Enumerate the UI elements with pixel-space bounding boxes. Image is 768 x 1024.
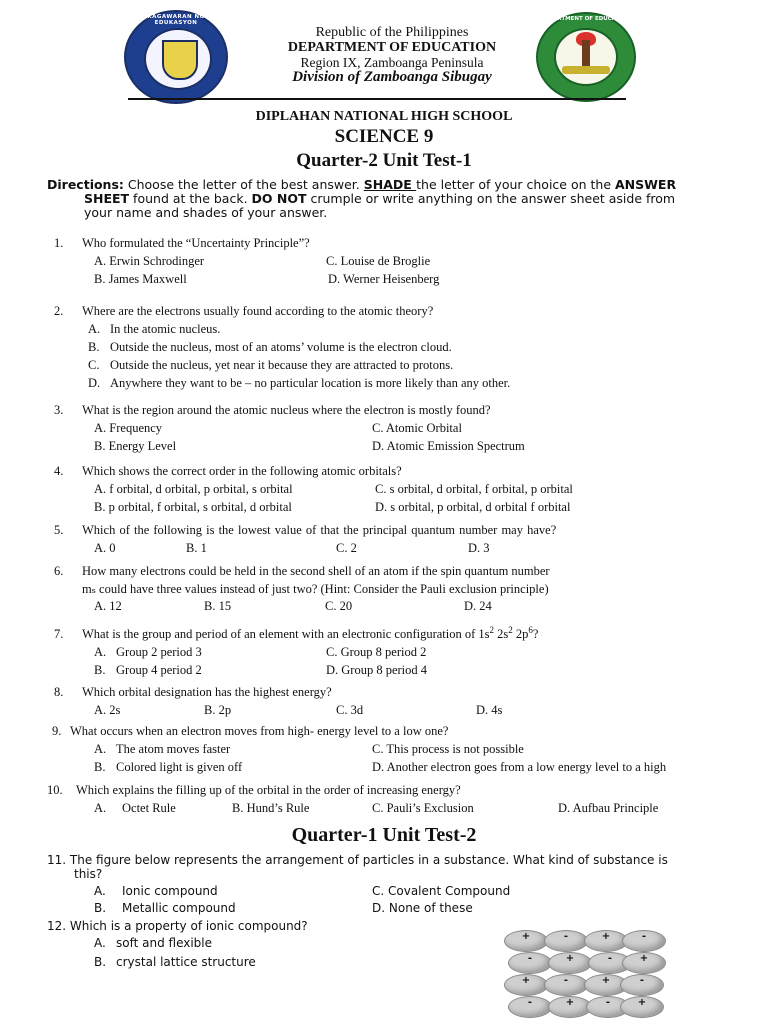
q3-text: What is the region around the atomic nucleus where the electron is mostly found? [82,403,491,417]
q8-text: Which orbital designation has the highest energy? [82,685,332,699]
q7-mid2: 2p [512,627,529,642]
q2-option-b: Outside the nucleus, most of an atoms’ volume is the electron cloud. [110,340,452,354]
directions-shade: SHADE [363,177,417,192]
header-divider [128,98,626,100]
q5-option-d: D. 3 [468,541,490,555]
q4-option-d: D. s orbital, p orbital, d orbital f orbital [375,500,571,514]
q12-option-a: soft and flexible [116,936,213,950]
q7-end: ? [532,627,539,642]
directions-line2 [84,191,675,206]
q4-option-c: C. s orbital, d orbital, f orbital, p orbital [375,482,573,496]
ion-particle: - [508,996,552,1018]
q9-text: What occurs when an electron moves from high- energy level to a low one? [70,724,449,738]
q2-option-c: Outside the nucleus, yet near it because they are attracted to protons. [110,358,454,372]
q10-number: 10. [47,783,63,797]
q2-option-c-letter: C. [88,358,100,372]
q12-option-b-letter: B. [94,955,107,969]
directions-text4: crumple or write anything on the answer sheet aside from [306,191,676,206]
q12-option-a-letter: A. [94,936,106,950]
q8-option-b: B. 2p [204,703,232,717]
q7-option-d: D. Group 8 period 4 [326,663,428,677]
q5-text: Which of the following is the lowest value of that the principal quantum number may have? [82,523,557,537]
q1-number: 1. [54,236,64,250]
q7-text-main: What is the group and period of an element with an electronic configuration of 1s [82,627,490,642]
q11-text-line1: 11. The figure below represents the arrangement of particles in a substance. What kind of substance is [47,853,668,867]
q2-option-a: In the atomic nucleus. [110,322,221,336]
q10-option-c: C. Pauli’s Exclusion [372,801,474,815]
test2-title: Quarter-1 Unit Test-2 [291,824,477,846]
q10-option-a-letter: A. [94,801,107,815]
q3-option-a: A. Frequency [94,421,163,435]
q11-option-a: Ionic compound [122,884,218,898]
q11-option-b-letter: B. [94,901,107,915]
q8-option-c: C. 3d [336,703,364,717]
q4-option-a: A. f orbital, d orbital, p orbital, s orbital [94,482,293,496]
q10-option-d: D. Aufbau Principle [558,801,659,815]
q7-option-c: C. Group 8 period 2 [326,645,427,659]
q6-option-d: D. 24 [464,599,492,613]
test1-title: Quarter-2 Unit Test-1 [296,150,472,171]
q7-option-a: Group 2 period 3 [116,645,202,659]
q3-number: 3. [54,403,64,417]
subject-title: SCIENCE 9 [334,126,434,147]
directions-sheet: SHEET [84,191,130,206]
ion-particle: - [588,952,632,974]
ion-particle: - [586,996,630,1018]
q11-option-a-letter: A. [94,884,106,898]
ion-particle: - [544,974,588,996]
q3-option-d: D. Atomic Emission Spectrum [372,439,525,453]
ion-particle: + [504,930,548,952]
q9-number: 9. [52,724,62,738]
q11-option-b: Metallic compound [122,901,236,915]
school-name: DIPLAHAN NATIONAL HIGH SCHOOL [255,109,513,124]
ion-particle: + [584,930,628,952]
q9-option-a: The atom moves faster [116,742,231,756]
q12-text: 12. Which is a property of ionic compound? [47,919,308,933]
q6-option-c: C. 20 [325,599,353,613]
q7-option-b: Group 4 period 2 [116,663,202,677]
q9-option-c: C. This process is not possible [372,742,524,756]
directions-answer: ANSWER [614,177,677,192]
q3-option-c: C. Atomic Orbital [372,421,462,435]
ion-particle: - [622,930,666,952]
q1-option-d: D. Werner Heisenberg [328,272,440,286]
q7-text [82,625,538,642]
q6-option-b: B. 15 [204,599,232,613]
q11-option-c: C. Covalent Compound [372,884,511,898]
seal-left-text: KAGAWARAN NG EDUKASYON [147,14,205,26]
directions-line3: your name and shades of your answer. [84,205,328,220]
ion-particle: + [622,952,666,974]
q2-number: 2. [54,304,64,318]
directions-label: Directions: [47,177,124,192]
directions-donot: DO NOT [251,191,307,206]
directions-line1 [47,177,676,192]
header-department: DEPARTMENT OF EDUCATION [287,40,497,55]
q4-option-b: B. p orbital, f orbital, s orbital, d orbital [94,500,292,514]
q6-option-a: A. 12 [94,599,122,613]
q2-option-d: Anywhere they want to be – no particular location is more likely than any other. [110,376,511,390]
q1-option-c: C. Louise de Broglie [326,254,431,268]
directions-text2: the letter of your choice on the [416,177,615,192]
q1-text: Who formulated the “Uncertainty Principle”? [82,236,310,250]
q7-sup3: 6 [528,625,533,635]
q7-option-a-letter: A. [94,645,107,659]
q11-text-line2: this? [74,867,103,881]
ion-particle: + [620,996,664,1018]
q6-text-line2: mₛ could have three values instead of just two? (Hint: Consider the Pauli exclusion principle) [82,582,549,596]
q1-option-b: B. James Maxwell [94,272,187,286]
q9-option-b: Colored light is given off [116,760,243,774]
q7-sup2: 2 [508,625,513,635]
q2-option-a-letter: A. [88,322,101,336]
q10-text: Which explains the filling up of the orbital in the order of increasing energy? [76,783,461,797]
seal-right-text: DEPARTMENT OF EDUCATION [541,16,631,22]
q7-mid1: 2s [494,627,509,642]
q8-option-a: A. 2s [94,703,121,717]
q2-text: Where are the electrons usually found according to the atomic theory? [82,304,434,318]
header-region: Region IX, Zamboanga Peninsula [300,55,484,70]
q9-option-a-letter: A. [94,742,107,756]
q12-option-b: crystal lattice structure [116,955,256,969]
ionic-lattice-figure [502,928,662,1020]
ion-particle: + [584,974,628,996]
ion-particle: - [620,974,664,996]
q2-option-b-letter: B. [88,340,100,354]
q3-option-b: B. Energy Level [94,439,177,453]
q8-number: 8. [54,685,64,699]
q10-option-b: B. Hund’s Rule [232,801,310,815]
directions-text1: Choose the letter of the best answer. [123,177,364,192]
header-republic: Republic of the Philippines [315,25,469,40]
ion-particle: + [548,996,592,1018]
header-division: Division of Zamboanga Sibugay [292,69,492,85]
ion-particle: + [504,974,548,996]
q5-option-c: C. 2 [336,541,357,555]
q10-option-a: Octet Rule [122,801,176,815]
q7-option-b-letter: B. [94,663,106,677]
q7-number: 7. [54,627,64,641]
directions-text3: found at the back. [129,191,252,206]
q8-option-d: D. 4s [476,703,503,717]
ion-particle: + [548,952,592,974]
q5-option-a: A. 0 [94,541,116,555]
q5-option-b: B. 1 [186,541,207,555]
q7-sup1: 2 [489,625,495,635]
q4-number: 4. [54,464,64,478]
q4-text: Which shows the correct order in the following atomic orbitals? [82,464,402,478]
q11-option-d: D. None of these [372,901,473,915]
q6-number: 6. [54,564,64,578]
ion-particle: - [508,952,552,974]
q9-option-d: D. Another electron goes from a low energy level to a high [372,760,667,774]
q5-number: 5. [54,523,64,537]
q6-text-line1: How many electrons could be held in the second shell of an atom if the spin quantum number [82,564,550,578]
ion-particle: - [544,930,588,952]
q2-option-d-letter: D. [88,376,101,390]
q1-option-a: A. Erwin Schrodinger [94,254,205,268]
q9-option-b-letter: B. [94,760,106,774]
